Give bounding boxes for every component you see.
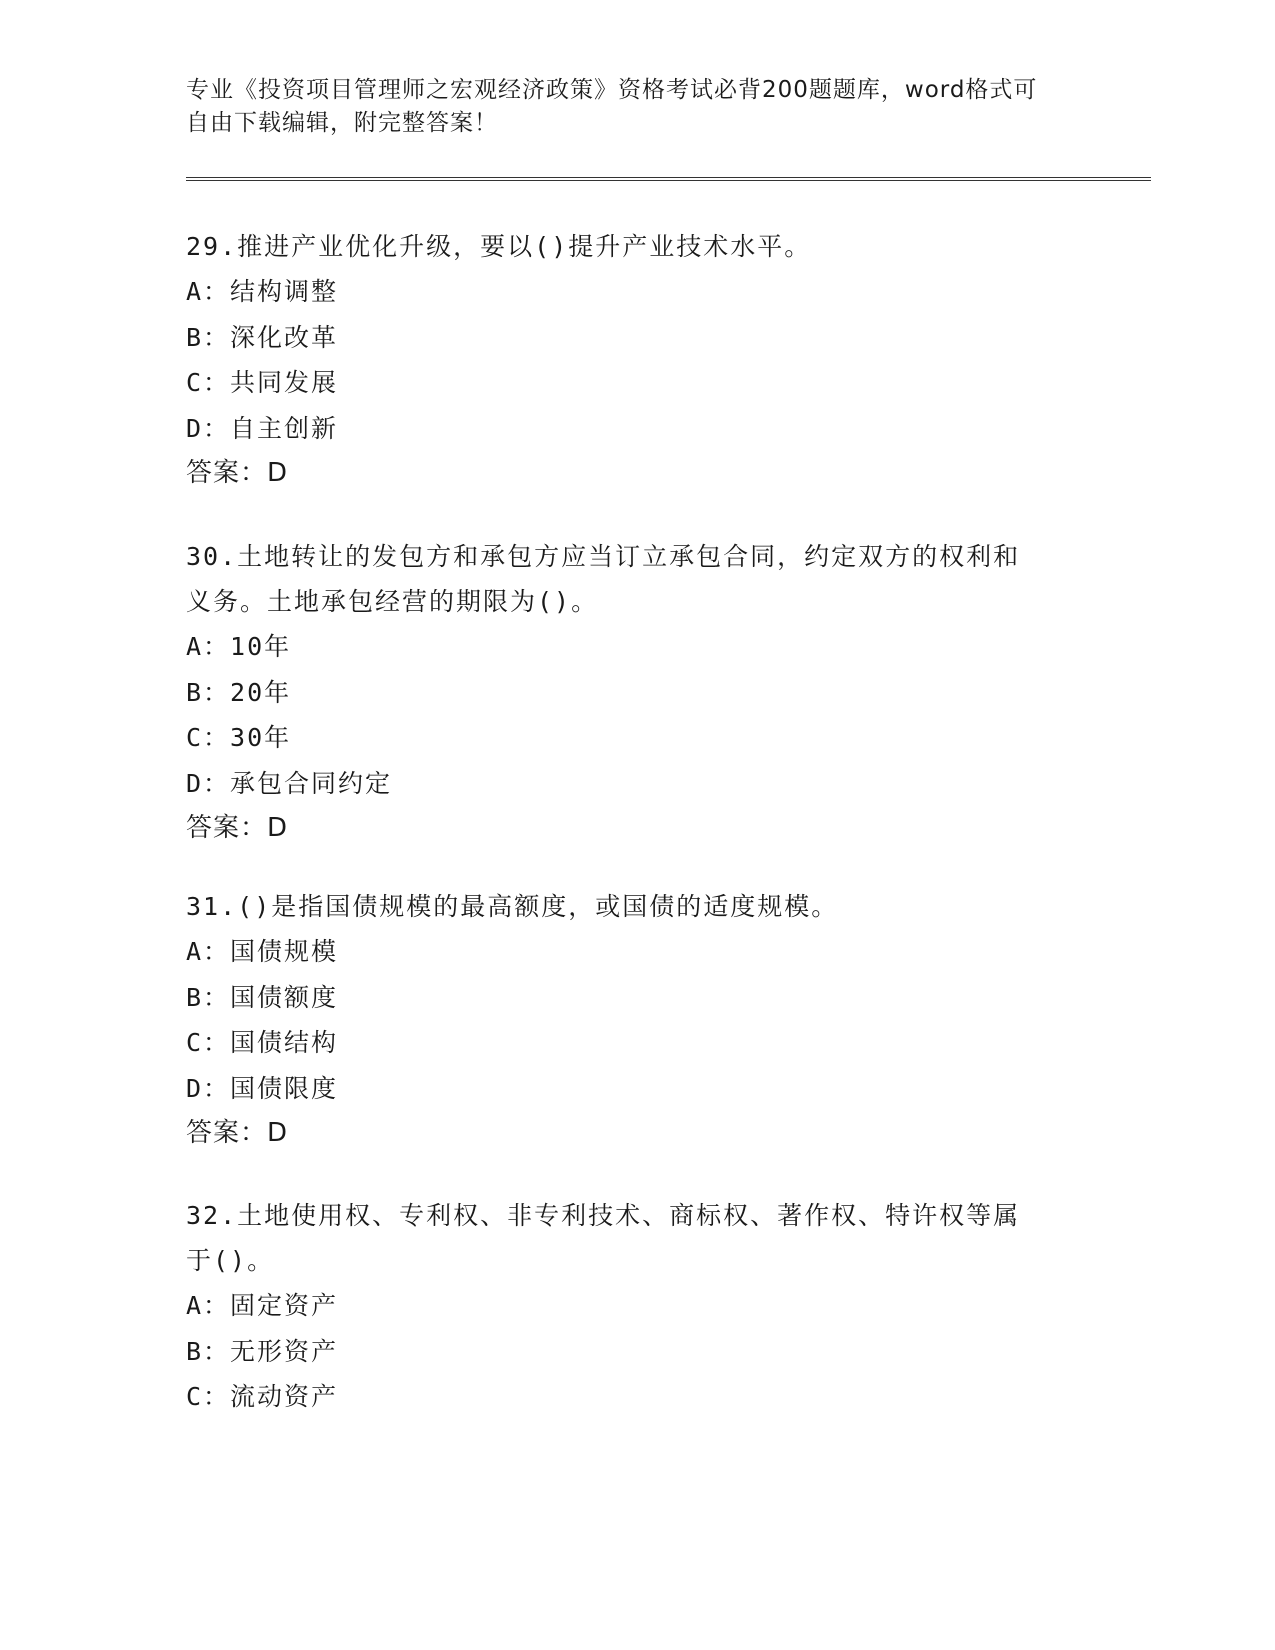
question-stem	[186, 1193, 1086, 1283]
option-c: C：30年	[186, 723, 292, 752]
option-c: C：国债结构	[186, 1028, 339, 1057]
answer: 答案：D	[186, 1118, 289, 1148]
option-a: A：国债规模	[186, 937, 339, 966]
header-line-1: 专业《投资项目管理师之宏观经济政策》资格考试必背200题题库，word格式可	[186, 77, 1038, 103]
question-32	[186, 1193, 1086, 1420]
answer: 答案：D	[186, 458, 289, 488]
question-stem	[186, 224, 1086, 269]
header-line-2: 自由下载编辑，附完整答案！	[186, 110, 498, 136]
answer: 答案：D	[186, 813, 289, 843]
option-d: D：承包合同约定	[186, 768, 393, 798]
question-stem-line: 30.土地转让的发包方和承包方应当订立承包合同，约定双方的权利和	[186, 542, 1021, 571]
option-b: B：深化改革	[186, 322, 339, 352]
option-a: A：10年	[186, 632, 292, 661]
option-b: B：20年	[186, 677, 292, 707]
option-c: C：流动资产	[186, 1382, 339, 1411]
option-b: B：国债额度	[186, 982, 339, 1012]
option-b: B：无形资产	[186, 1336, 339, 1366]
question-stem	[186, 884, 1086, 929]
question-stem-line: 29.推进产业优化升级，要以()提升产业技术水平。	[186, 232, 812, 261]
option-a: A：固定资产	[186, 1291, 339, 1320]
option-d: D：自主创新	[186, 413, 339, 443]
question-31	[186, 884, 1086, 1156]
question-stem	[186, 534, 1086, 624]
option-d: D：国债限度	[186, 1073, 339, 1103]
question-29	[186, 224, 1086, 496]
question-stem-line: 于()。	[186, 1246, 275, 1275]
option-c: C：共同发展	[186, 368, 339, 397]
question-30	[186, 534, 1086, 851]
question-stem-line: 32.土地使用权、专利权、非专利技术、商标权、著作权、特许权等属	[186, 1201, 1021, 1230]
question-stem-line: 义务。土地承包经营的期限为()。	[186, 587, 599, 616]
header-divider	[186, 177, 1151, 181]
document-header	[186, 74, 1066, 140]
option-a: A：结构调整	[186, 277, 339, 306]
question-stem-line: 31.()是指国债规模的最高额度，或国债的适度规模。	[186, 892, 839, 921]
